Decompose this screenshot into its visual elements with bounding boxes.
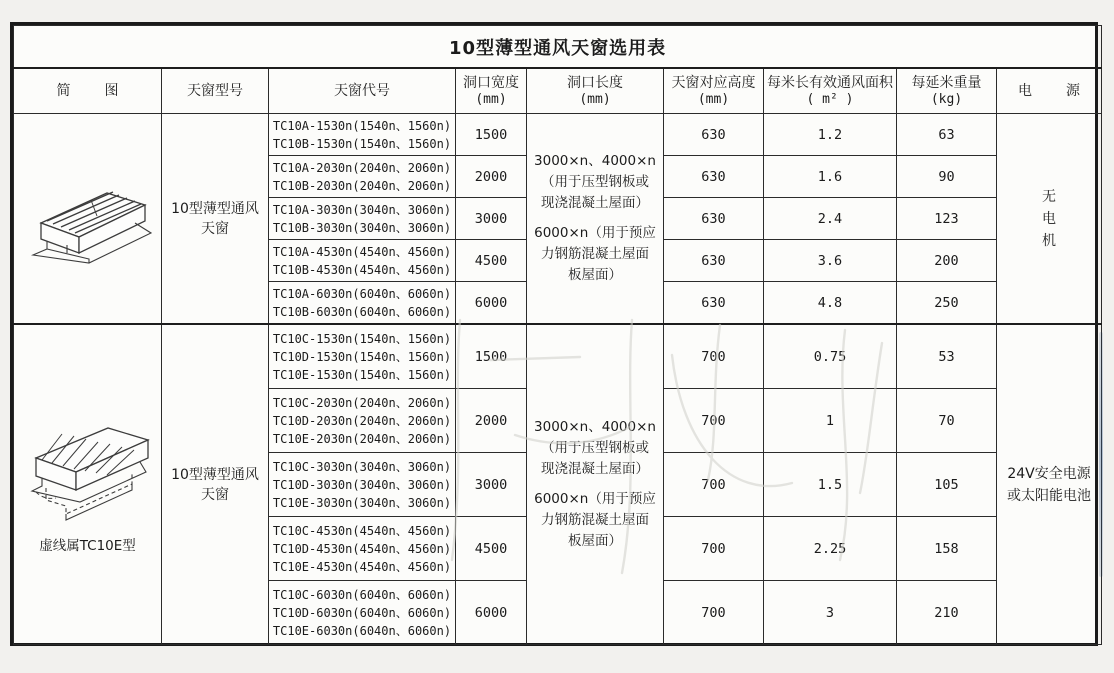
code-cell: TC10A-2030n(2040n、2060n) TC10B-2030n(2040n、2060n) [269,156,456,198]
height-value: 630 [664,240,764,282]
weight-value: 210 [897,581,997,645]
vent-area-value: 1 [764,389,897,453]
height-value: 700 [664,517,764,581]
weight-value: 250 [897,282,997,325]
opening-width-value: 1500 [456,324,527,389]
vent-area-value: 1.5 [764,453,897,517]
opening-width-value: 4500 [456,240,527,282]
height-value: 630 [664,114,764,156]
opening-width-value: 1500 [456,114,527,156]
height-value: 630 [664,156,764,198]
skylight-selection-table [13,25,1102,645]
vent-area-value: 3 [764,581,897,645]
weight-value: 200 [897,240,997,282]
section2-model: 10型薄型通风 天窗 [162,324,269,645]
table-title: 10型薄型通风天窗选用表 [14,26,1102,69]
header-code: 天窗代号 [269,68,456,114]
opening-width-value: 2000 [456,156,527,198]
height-value: 630 [664,198,764,240]
table-row [14,324,1102,389]
header-skylight-height: 天窗对应高度 (mm) [664,68,764,114]
code-cell: TC10C-6030n(6040n、6060n) TC10D-6030n(6040n、6060n) TC10E-6030n(6040n、6060n) [269,581,456,645]
table-header-row [14,68,1102,114]
code-cell: TC10A-3030n(3040n、3060n) TC10B-3030n(3040n、3060n) [269,198,456,240]
vent-area-value: 3.6 [764,240,897,282]
code-cell: TC10C-3030n(3040n、3060n) TC10D-3030n(3040n、3060n) TC10E-3030n(3040n、3060n) [269,453,456,517]
weight-value: 158 [897,517,997,581]
vent-area-value: 4.8 [764,282,897,325]
section1-diagram-cell [14,114,162,325]
height-value: 630 [664,282,764,325]
weight-value: 90 [897,156,997,198]
vent-area-value: 2.25 [764,517,897,581]
code-cell: TC10C-1530n(1540n、1560n) TC10D-1530n(1540n、1560n) TC10E-1530n(1540n、1560n) [269,324,456,389]
height-value: 700 [664,581,764,645]
section2-power: 24V安全电源 或太阳能电池 [997,324,1102,645]
header-opening-width: 洞口宽度 (mm) [456,68,527,114]
vent-area-value: 0.75 [764,324,897,389]
code-cell: TC10A-4530n(4540n、4560n) TC10B-4530n(4540n、4560n) [269,240,456,282]
opening-width-value: 6000 [456,282,527,325]
height-value: 700 [664,453,764,517]
header-vent-area: 每米长有效通风面积 ( m² ) [764,68,897,114]
vent-area-value: 2.4 [764,198,897,240]
code-cell: TC10A-1530n(1540n、1560n) TC10B-1530n(1540n、1560n) [269,114,456,156]
code-cell: TC10C-4530n(4540n、4560n) TC10D-4530n(4540n、4560n) TC10E-4530n(4540n、4560n) [269,517,456,581]
vent-area-value: 1.6 [764,156,897,198]
opening-width-value: 2000 [456,389,527,453]
opening-width-value: 3000 [456,198,527,240]
header-diagram: 简 图 [14,68,162,114]
skylight-type-a-icon [23,171,153,267]
weight-value: 63 [897,114,997,156]
weight-value: 123 [897,198,997,240]
opening-width-value: 3000 [456,453,527,517]
section2-diagram-cell [14,324,162,645]
selection-table-sheet [10,22,1098,646]
header-opening-length: 洞口长度 (mm) [527,68,664,114]
opening-width-value: 6000 [456,581,527,645]
vent-area-value: 1.2 [764,114,897,156]
header-weight: 每延米重量 (kg) [897,68,997,114]
skylight-type-cde-icon [22,416,154,526]
weight-value: 105 [897,453,997,517]
weight-value: 53 [897,324,997,389]
height-value: 700 [664,324,764,389]
header-model: 天窗型号 [162,68,269,114]
section1-opening-length: 3000×n、4000×n （用于压型钢板或 现浇混凝土屋面） 6000×n（用于预应 力钢筋混凝土屋面 板屋面） [527,114,664,325]
header-power: 电 源 [997,68,1102,114]
table-row [14,114,1102,156]
scan-edge-artifact [1099,332,1103,577]
section1-model: 10型薄型通风 天窗 [162,114,269,325]
weight-value: 70 [897,389,997,453]
section1-power: 无 电 机 [997,114,1102,325]
diagram-caption: 虚线属TC10E型 [39,537,136,554]
height-value: 700 [664,389,764,453]
code-cell: TC10C-2030n(2040n、2060n) TC10D-2030n(2040n、2060n) TC10E-2030n(2040n、2060n) [269,389,456,453]
code-cell: TC10A-6030n(6040n、6060n) TC10B-6030n(6040n、6060n) [269,282,456,325]
section2-opening-length: 3000×n、4000×n （用于压型钢板或 现浇混凝土屋面） 6000×n（用于预应 力钢筋混凝土屋面 板屋面） [527,324,664,645]
opening-width-value: 4500 [456,517,527,581]
